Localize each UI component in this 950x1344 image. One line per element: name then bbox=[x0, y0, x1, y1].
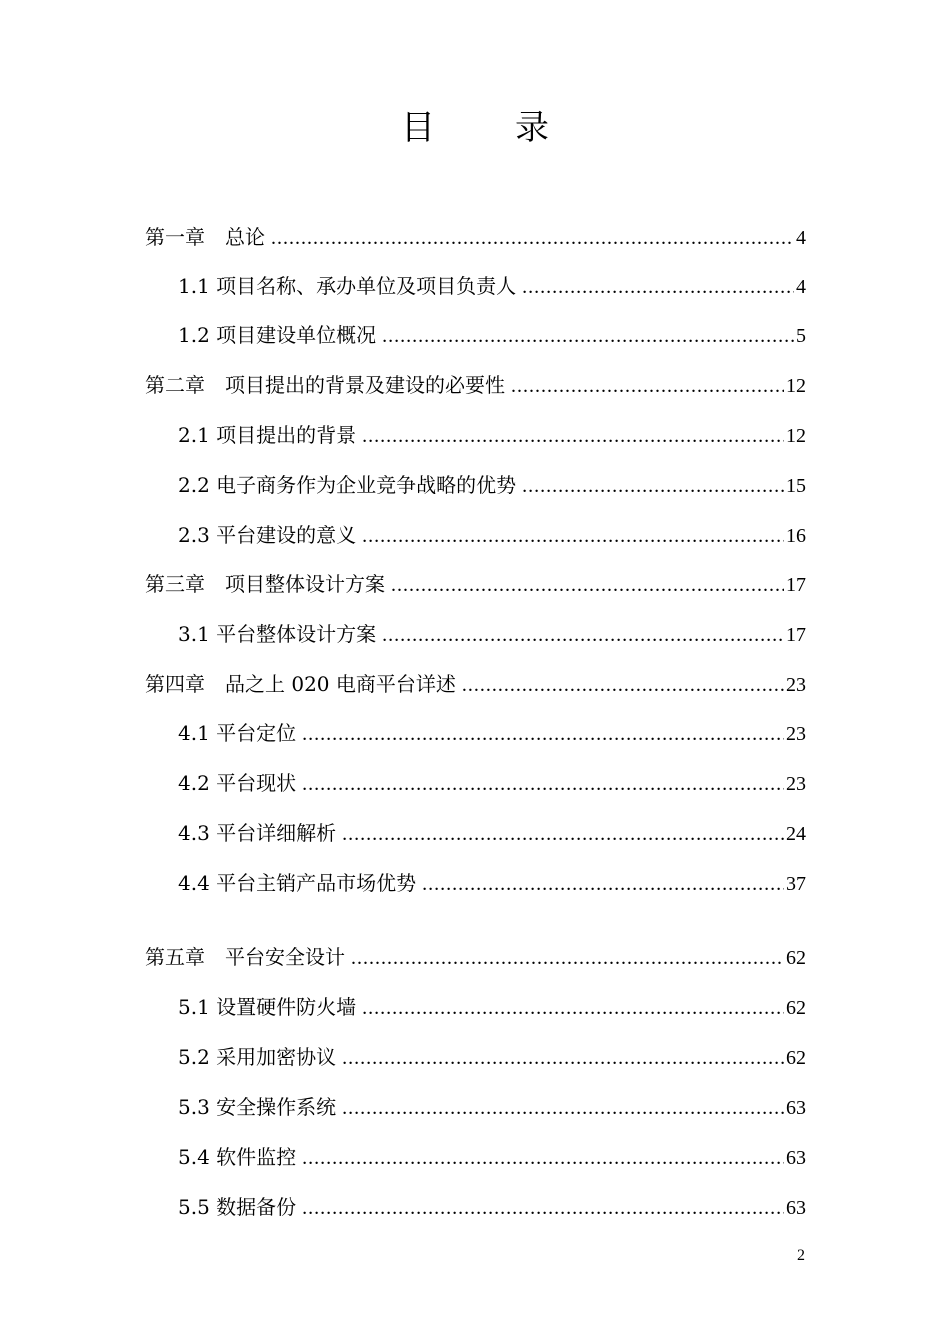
toc-entry-page: 12 bbox=[786, 425, 806, 447]
toc-entry-page: 4 bbox=[796, 276, 806, 298]
dot-leader bbox=[522, 272, 794, 302]
toc-entry-page: 62 bbox=[786, 1047, 806, 1069]
toc-entry-page: 37 bbox=[786, 873, 806, 895]
toc-entry-label: 4.4 平台主销产品市场优势 bbox=[178, 871, 417, 895]
toc-entry-page: 24 bbox=[786, 823, 806, 845]
page-number: 2 bbox=[797, 1247, 805, 1264]
toc-entry-chapter-2[interactable] bbox=[145, 370, 806, 400]
dot-leader bbox=[362, 521, 784, 551]
dot-leader bbox=[351, 943, 784, 973]
toc-entry-page: 63 bbox=[786, 1147, 806, 1169]
dot-leader bbox=[271, 223, 794, 253]
toc-entry-label: 第五章 平台安全设计 bbox=[145, 945, 345, 969]
toc-entry-2-3[interactable] bbox=[178, 520, 806, 550]
toc-entry-page: 16 bbox=[786, 525, 806, 547]
dot-leader bbox=[382, 321, 794, 351]
toc-entry-page: 62 bbox=[786, 997, 806, 1019]
toc-entry-label: 第一章 总论 bbox=[145, 225, 265, 249]
dot-leader bbox=[511, 371, 784, 401]
page-title bbox=[0, 100, 950, 149]
toc-entry-page: 63 bbox=[786, 1097, 806, 1119]
toc-entry-4-2[interactable] bbox=[178, 768, 806, 798]
toc-entry-page: 17 bbox=[786, 624, 806, 646]
toc-entry-page: 23 bbox=[786, 674, 806, 696]
toc-entry-label: 第三章 项目整体设计方案 bbox=[145, 572, 385, 596]
dot-leader bbox=[382, 620, 784, 650]
toc-entry-chapter-5[interactable] bbox=[145, 942, 806, 972]
toc-entry-label: 5.2 采用加密协议 bbox=[178, 1045, 337, 1069]
toc-entry-5-4[interactable] bbox=[178, 1142, 806, 1172]
toc-entry-label: 2.2 电子商务作为企业竞争战略的优势 bbox=[178, 473, 517, 497]
toc-entry-page: 63 bbox=[786, 1197, 806, 1219]
toc-entry-label: 5.1 设置硬件防火墙 bbox=[178, 995, 357, 1019]
toc-entry-3-1[interactable] bbox=[178, 619, 806, 649]
dot-leader bbox=[362, 993, 784, 1023]
toc-entry-label: 5.5 数据备份 bbox=[178, 1195, 297, 1219]
toc-entry-4-1[interactable] bbox=[178, 718, 806, 748]
dot-leader bbox=[302, 1143, 784, 1173]
toc-entry-label: 第四章 品之上 020 电商平台详述 bbox=[145, 672, 456, 696]
toc-entry-2-2[interactable] bbox=[178, 470, 806, 500]
title-char-1: 目 bbox=[401, 108, 435, 148]
dot-leader bbox=[302, 769, 784, 799]
dot-leader bbox=[462, 670, 784, 700]
dot-leader bbox=[302, 719, 784, 749]
toc-entry-5-3[interactable] bbox=[178, 1092, 806, 1122]
toc-entry-label: 5.3 安全操作系统 bbox=[178, 1095, 337, 1119]
toc-entry-label: 1.2 项目建设单位概况 bbox=[178, 323, 377, 347]
toc-entry-5-2[interactable] bbox=[178, 1042, 806, 1072]
toc-entry-page: 4 bbox=[796, 227, 806, 249]
dot-leader bbox=[422, 869, 784, 899]
toc-entry-5-5[interactable] bbox=[178, 1192, 806, 1222]
toc-entry-label: 4.2 平台现状 bbox=[178, 771, 297, 795]
toc-entry-chapter-1[interactable] bbox=[145, 222, 806, 252]
toc-entry-1-1[interactable] bbox=[178, 271, 806, 301]
toc-entry-label: 第二章 项目提出的背景及建设的必要性 bbox=[145, 373, 505, 397]
toc-entry-page: 17 bbox=[786, 574, 806, 596]
toc-entry-1-2[interactable] bbox=[178, 320, 806, 350]
dot-leader bbox=[342, 1093, 784, 1123]
toc-entry-page: 15 bbox=[786, 475, 806, 497]
title-char-2: 录 bbox=[515, 108, 549, 148]
dot-leader bbox=[342, 819, 784, 849]
toc-entry-chapter-4[interactable] bbox=[145, 669, 806, 699]
toc-entry-page: 5 bbox=[796, 325, 806, 347]
dot-leader bbox=[391, 570, 784, 600]
toc-entry-label: 3.1 平台整体设计方案 bbox=[178, 622, 377, 646]
toc-entry-5-1[interactable] bbox=[178, 992, 806, 1022]
toc-entry-label: 2.1 项目提出的背景 bbox=[178, 423, 357, 447]
toc-entry-label: 4.1 平台定位 bbox=[178, 721, 297, 745]
dot-leader bbox=[522, 471, 784, 501]
toc-entry-chapter-3[interactable] bbox=[145, 569, 806, 599]
toc-entry-2-1[interactable] bbox=[178, 420, 806, 450]
toc-entry-4-4[interactable] bbox=[178, 868, 806, 898]
toc-entry-4-3[interactable] bbox=[178, 818, 806, 848]
toc-entry-label: 4.3 平台详细解析 bbox=[178, 821, 337, 845]
toc-entry-label: 2.3 平台建设的意义 bbox=[178, 523, 357, 547]
dot-leader bbox=[302, 1193, 784, 1223]
dot-leader bbox=[362, 421, 784, 451]
toc-entry-page: 23 bbox=[786, 773, 806, 795]
toc-entry-page: 23 bbox=[786, 723, 806, 745]
toc-entry-page: 12 bbox=[786, 375, 806, 397]
toc-entry-page: 62 bbox=[786, 947, 806, 969]
dot-leader bbox=[342, 1043, 784, 1073]
toc-entry-label: 5.4 软件监控 bbox=[178, 1145, 297, 1169]
toc-entry-label: 1.1 项目名称、承办单位及项目负责人 bbox=[178, 274, 517, 298]
